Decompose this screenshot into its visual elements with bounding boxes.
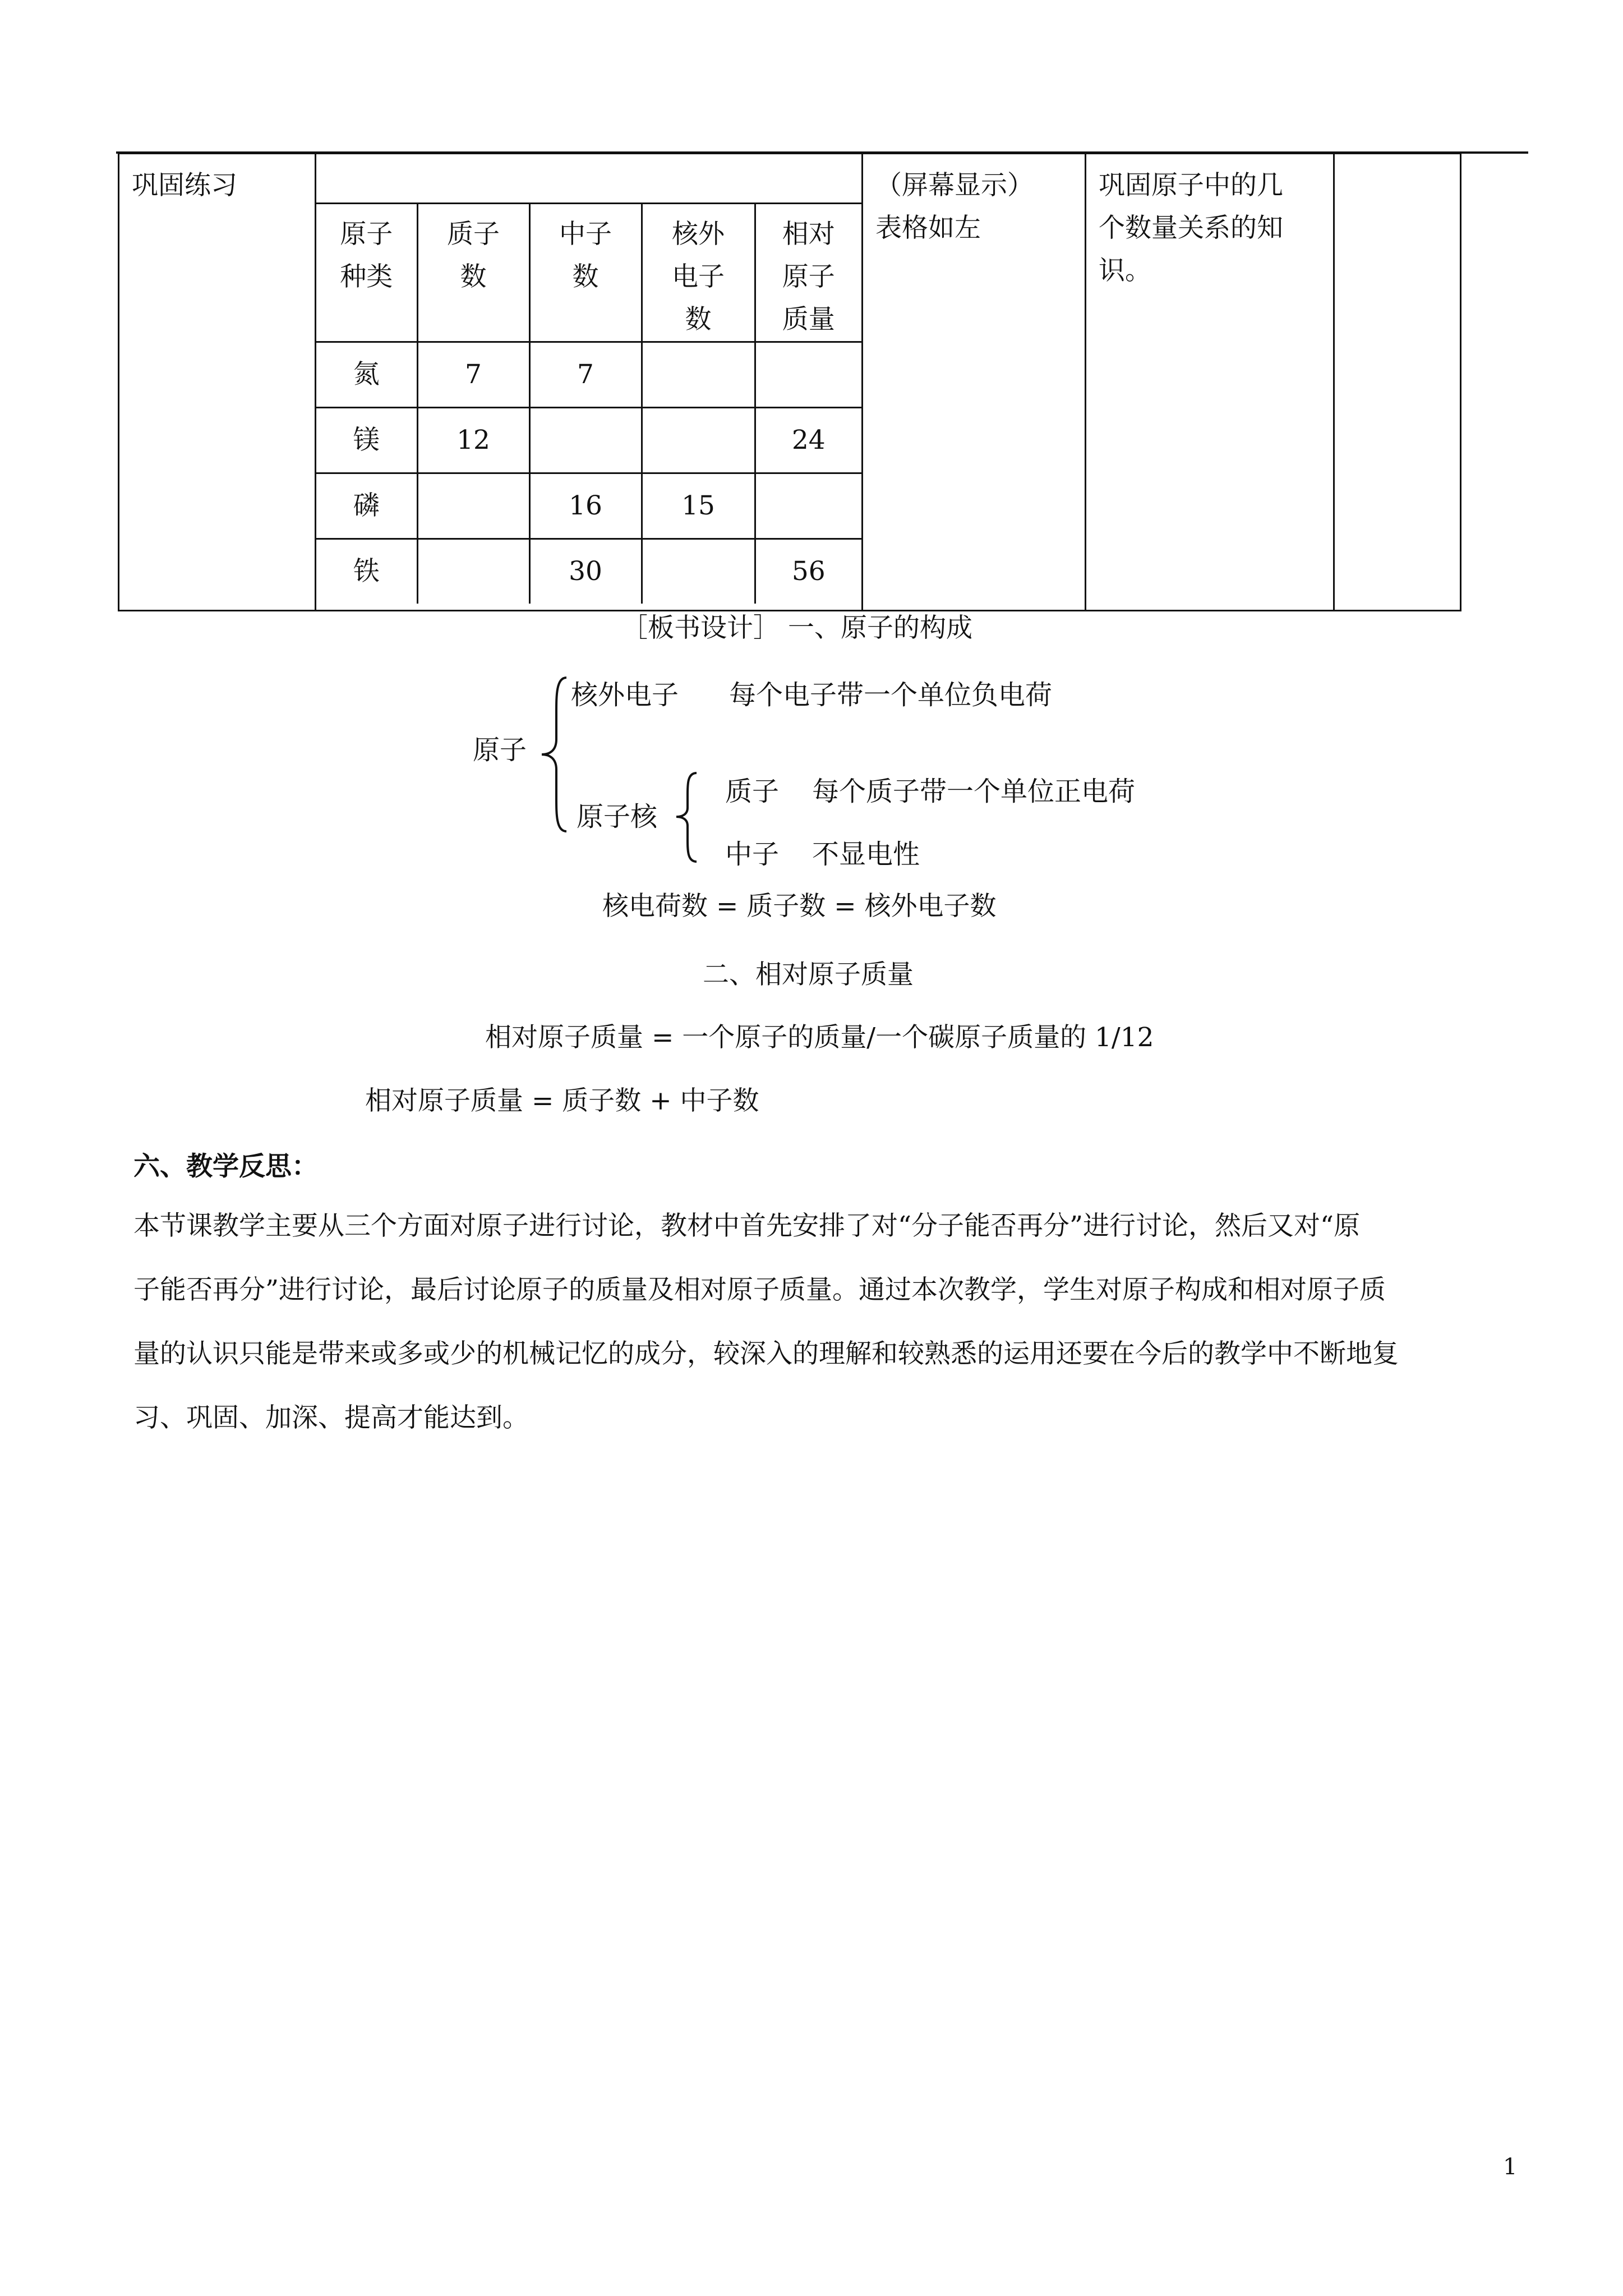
equation-charge: 核电荷数 = 质子数 = 核外电子数 <box>602 891 997 922</box>
table-cell <box>642 408 755 473</box>
reflection-line: 本节课教学主要从三个方面对原子进行讨论，教材中首先安排了对“分子能否再分”进行讨论，然后又对“原 <box>133 1211 1361 1241</box>
nucleus-brace-icon <box>673 770 701 865</box>
table-cell: 30 <box>529 539 642 604</box>
table-cell: 16 <box>529 473 642 539</box>
equation-mass-sum: 相对原子质量 = 质子数 + 中子数 <box>365 1085 759 1116</box>
diagram-proton: 质子 <box>725 776 780 807</box>
table-cell: 磷 <box>316 473 417 539</box>
diagram-electron: 核外电子 <box>571 679 679 711</box>
table-cell: 7 <box>417 342 529 408</box>
diagram-electron-desc: 每个电子带一个单位负电荷 <box>729 679 1053 711</box>
reflection-line: 量的认识只能是带来或多或少的机械记忆的成分，较深入的理解和较熟悉的运用还要在今后的教学中不断地复 <box>133 1338 1399 1369</box>
diagram-neutron-desc: 不显电性 <box>812 839 920 870</box>
table-cell: 15 <box>642 473 755 539</box>
inner-header-row <box>316 204 861 342</box>
table-cell: 24 <box>755 408 861 473</box>
reflection-line: 习、巩固、加深、提高才能达到。 <box>133 1402 529 1433</box>
table-cell: 镁 <box>316 408 417 473</box>
purpose-line: 巩固原子中的几 <box>1099 170 1283 201</box>
table-cell <box>642 342 755 408</box>
header-atom-type: 原子 种类 <box>316 204 417 342</box>
reflection-line: 子能否再分”进行讨论，最后讨论原子的质量及相对原子质量。通过本次教学，学生对原子构成和相对原子质 <box>133 1274 1386 1305</box>
section-relative-mass: 二、相对原子质量 <box>703 959 914 990</box>
table-cell: 7 <box>529 342 642 408</box>
screen-note-line: （屏幕显示） <box>875 170 1034 201</box>
exercise-cell <box>316 154 863 611</box>
table-cell: 12 <box>417 408 529 473</box>
table-cell <box>642 539 755 604</box>
diagram-root: 原子 <box>473 734 527 766</box>
table-cell <box>529 408 642 473</box>
board-heading: ［板书设计］ 一、原子的构成 <box>621 613 972 643</box>
header-neutron-count: 中子 数 <box>529 204 642 342</box>
page-number: 1 <box>1503 2154 1518 2180</box>
purpose-line: 识。 <box>1099 255 1151 286</box>
header-proton-count: 质子 数 <box>417 204 529 342</box>
empty-cell <box>1334 154 1461 611</box>
diagram-proton-desc: 每个质子带一个单位正电荷 <box>812 776 1136 807</box>
inner-top-row <box>316 154 861 204</box>
header-relative-mass: 相对 原子 质量 <box>755 204 861 342</box>
header-electron-count: 核外 电子 数 <box>642 204 755 342</box>
diagram-nucleus: 原子核 <box>577 801 658 832</box>
purpose-line: 个数量关系的知 <box>1099 213 1283 243</box>
row-label: 巩固练习 <box>132 170 237 201</box>
reflection-heading: 六、教学反思： <box>133 1151 318 1182</box>
table-cell: 氮 <box>316 342 417 408</box>
table-cell: 铁 <box>316 539 417 604</box>
row-label-cell <box>119 154 316 611</box>
table-row <box>316 539 861 604</box>
table-cell <box>417 539 529 604</box>
atom-brace-icon <box>538 673 572 836</box>
table-cell: 56 <box>755 539 861 604</box>
table-cell <box>755 342 861 408</box>
table-cell <box>417 473 529 539</box>
lesson-table <box>118 153 1461 611</box>
table-row <box>316 408 861 473</box>
table-cell <box>755 473 861 539</box>
atom-data-table <box>316 154 861 604</box>
diagram-neutron: 中子 <box>725 839 780 870</box>
table-row <box>316 342 861 408</box>
screen-note-cell <box>863 154 1086 611</box>
screen-note-line: 表格如左 <box>875 213 981 243</box>
purpose-cell <box>1086 154 1334 611</box>
equation-relative-mass: 相对原子质量 = 一个原子的质量/一个碳原子质量的 1/12 <box>485 1022 1154 1053</box>
table-row <box>316 473 861 539</box>
